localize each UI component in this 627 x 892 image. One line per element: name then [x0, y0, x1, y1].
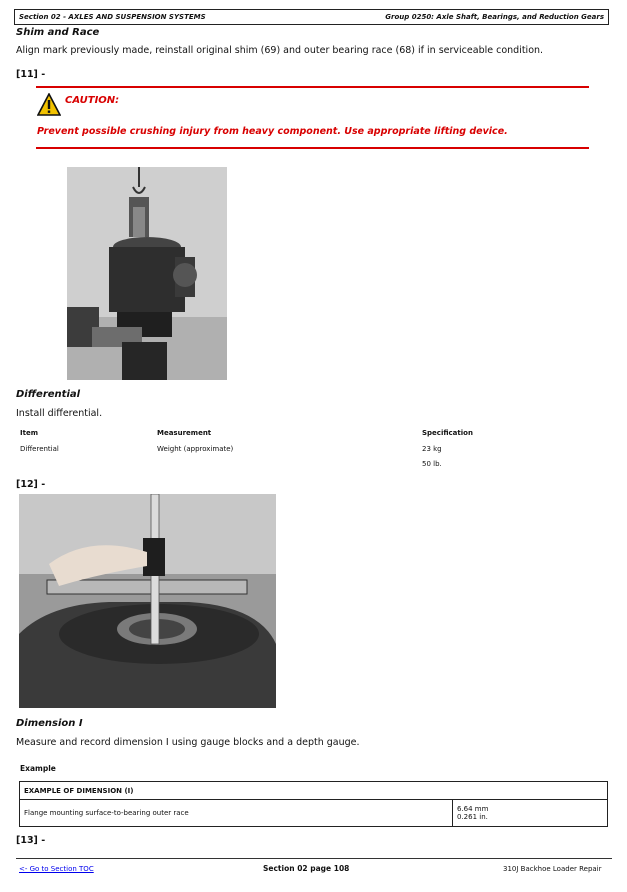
differential-text: Install differential. — [16, 408, 103, 419]
depth-gauge-photo — [19, 494, 276, 708]
spec-value-metric: 23 kg — [422, 445, 442, 453]
example-value-imperial: 0.261 in. — [457, 813, 488, 821]
table-row — [20, 800, 608, 827]
page-header — [14, 9, 609, 25]
table-row — [20, 782, 608, 800]
go-to-section-toc-link[interactable]: <- Go to Section TOC — [19, 865, 94, 873]
example-table-header: EXAMPLE OF DIMENSION (I) — [20, 782, 608, 800]
spec-measurement-value: Weight (approximate) — [157, 445, 234, 453]
caution-title: CAUTION: — [65, 95, 120, 106]
example-label: Example — [20, 764, 56, 773]
caution-bottom-rule — [36, 147, 589, 149]
shim-race-text: Align mark previously made, reinstall original shim (69) and outer bearing race (68) if in serviceable condition. — [16, 45, 544, 56]
caution-text: Prevent possible crushing injury from heavy component. Use appropriate lifting device. — [37, 126, 508, 137]
spec-header-specification: Specification — [422, 429, 473, 437]
step-13-label: [13] - — [16, 835, 46, 846]
shim-race-heading: Shim and Race — [16, 27, 100, 38]
differential-lift-photo — [67, 167, 227, 380]
dimension-text: Measure and record dimension I using gauge blocks and a depth gauge. — [16, 737, 360, 748]
dimension-example-table — [19, 781, 608, 827]
header-group-title: Group 0250: Axle Shaft, Bearings, and Reduction Gears — [385, 13, 604, 21]
dimension-heading: Dimension I — [16, 718, 83, 729]
caution-top-rule — [36, 86, 589, 88]
example-value-metric: 6.64 mm — [457, 805, 489, 813]
footer-rule — [16, 858, 612, 859]
spec-item-value: Differential — [20, 445, 59, 453]
warning-triangle-icon — [37, 93, 61, 117]
footer-page-number: Section 02 page 108 — [263, 864, 350, 873]
example-row-values — [453, 800, 608, 827]
spec-header-measurement: Measurement — [157, 429, 212, 437]
example-row-label: Flange mounting surface-to-bearing outer race — [20, 800, 453, 827]
spec-header-item: Item — [20, 429, 38, 437]
spec-value-imperial: 50 lb. — [422, 460, 442, 468]
header-section-title: Section 02 - AXLES AND SUSPENSION SYSTEMS — [19, 13, 206, 21]
footer-manual-title: 310J Backhoe Loader Repair — [503, 865, 602, 873]
differential-heading: Differential — [16, 389, 81, 400]
step-12-label: [12] - — [16, 479, 46, 490]
step-11-label: [11] - — [16, 69, 46, 80]
